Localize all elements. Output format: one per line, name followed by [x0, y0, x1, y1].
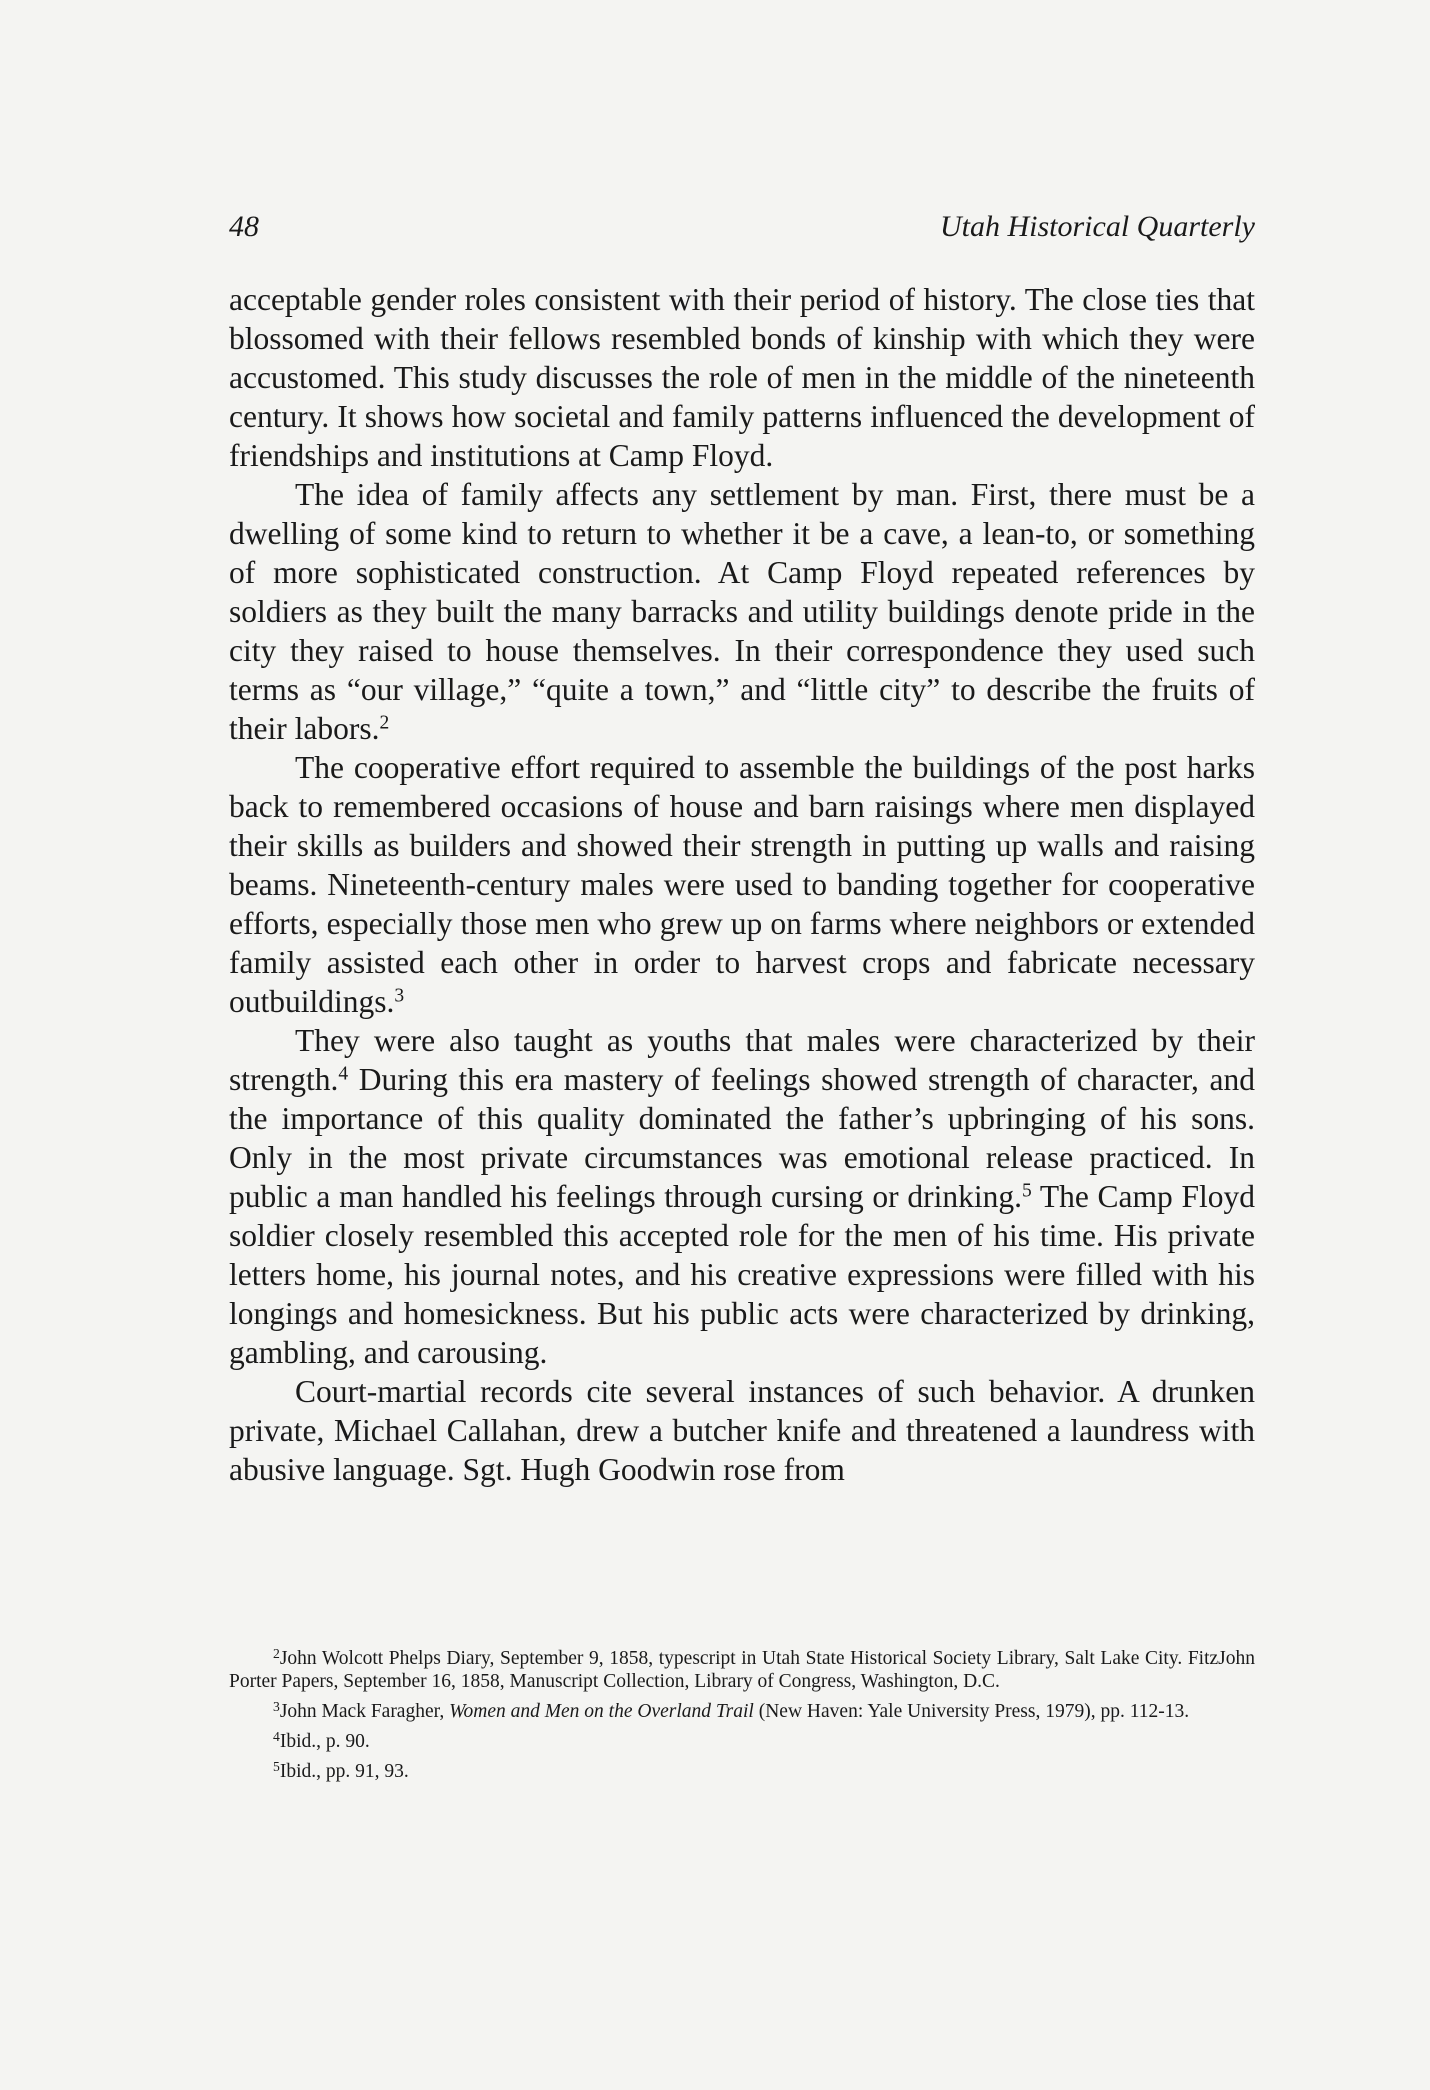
footnote-ref-3: 3 [394, 985, 405, 1007]
paragraph-3 [229, 748, 1255, 1021]
footnotes [229, 1647, 1255, 1790]
paragraph-4 [229, 1021, 1255, 1372]
paragraph-4-text-c: The Camp Floyd soldier closely resembled this accepted role for the men of his time. His private letters home, his journal notes, and his creative expressions were filled with his longings and homesickness. But his public acts were characterized by drinking, gambling, and carousing. [229, 1179, 1256, 1370]
footnote-ref-2: 2 [379, 712, 390, 734]
paragraph-1-text: acceptable gender roles consistent with their period of history. The close ties that blossomed with their fellows resembled bonds of kinship with which they were accustomed. This study discusses the role of men in the middle of the nineteenth century. It shows how societal and family patterns influenced the development of friendships and institutions at Camp Floyd. [229, 282, 1255, 473]
paragraph-3-text: The cooperative effort required to assemble the buildings of the post harks back to remembered occasions of house and barn raisings where men displayed their skills as builders and showed their strength in putting up walls and raising beams. Nineteenth-century males were used to banding together for cooperative efforts, especially those men who grew up on farms where neighbors or extended family assisted each other in order to harvest crops and fabricate necessary outbuildings. [229, 750, 1255, 1019]
footnote-3-text-pre: John Mack Faragher, [279, 1701, 450, 1722]
running-head [229, 202, 1255, 252]
page-number: 48 [229, 210, 259, 243]
paragraph-2 [229, 475, 1255, 748]
footnote-4-text: Ibid., p. 90. [279, 1731, 370, 1752]
journal-title: Utah Historical Quarterly [940, 210, 1255, 243]
footnote-5 [229, 1760, 1255, 1783]
paragraph-5-text: Court-martial records cite several instances of such behavior. A drunken private, Michael Callahan, drew a butcher knife and threatened a laundress with abusive language. Sgt. Hugh Goodwin rose from [229, 1374, 1255, 1487]
footnote-3-number: 3 [273, 1698, 280, 1714]
paragraph-2-text: The idea of family affects any settlement by man. First, there must be a dwelling of some kind to return to whether it be a cave, a lean-to, or something of more sophisticated construction. At Camp Floyd repeated references by soldiers as they built the many barracks and utility buildings denote pride in the city they raised to house themselves. In their correspondence they used such terms as “our village,” “quite a town,” and “little city” to describe the fruits of their labors. [229, 477, 1255, 746]
footnote-4 [229, 1730, 1255, 1753]
footnote-5-text: Ibid., pp. 91, 93. [279, 1761, 409, 1782]
footnote-3-text-post: (New Haven: Yale University Press, 1979), pp. 112-13. [753, 1701, 1190, 1722]
footnote-2-text: John Wolcott Phelps Diary, September 9, 1858, typescript in Utah State Historical Society Library, Salt Lake City. FitzJohn Porter Papers, September 16, 1858, Manuscript Collection, Library of Congress, Washington, D.C. [229, 1648, 1255, 1692]
footnote-3 [229, 1700, 1255, 1723]
footnote-2-number: 2 [273, 1645, 280, 1661]
paragraph-5 [229, 1372, 1255, 1489]
footnote-3-book-title: Women and Men on the Overland Trail [449, 1701, 754, 1722]
footnote-ref-4: 4 [338, 1063, 349, 1085]
paragraph-4-text-a: They were also taught as youths that males were characterized by their strength. [229, 1023, 1255, 1097]
footnote-4-number: 4 [273, 1728, 280, 1744]
footnote-2 [229, 1647, 1255, 1693]
paragraph-4-text-b: During this era mastery of feelings showed strength of character, and the importance of this quality dominated the father’s upbringing of his sons. Only in the most private circumstances was emotional release practiced. In public a man handled his feelings through cursing or drinking. [229, 1062, 1255, 1214]
footnote-ref-5: 5 [1021, 1180, 1032, 1202]
body-text [229, 280, 1255, 1489]
footnote-5-number: 5 [273, 1758, 280, 1774]
paragraph-1 [229, 280, 1255, 475]
